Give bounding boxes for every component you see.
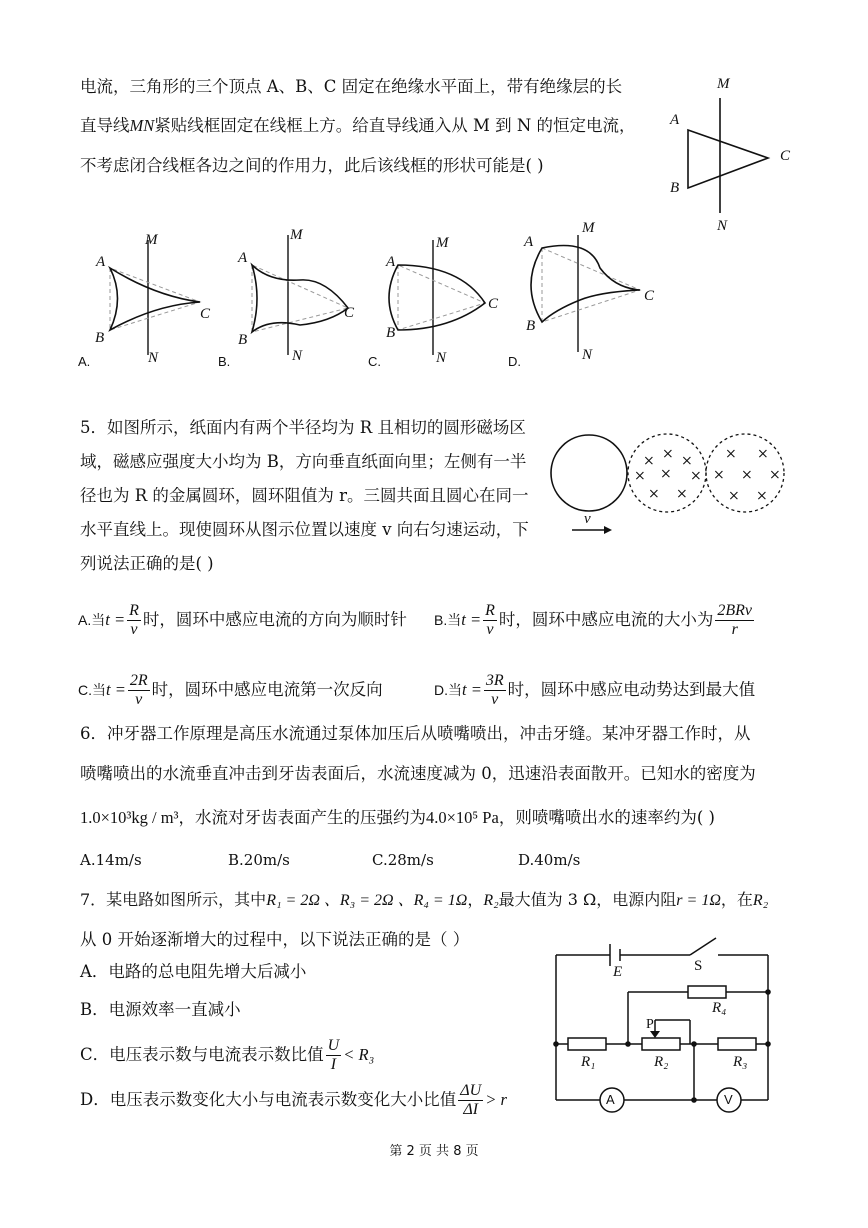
q4a-M: M	[145, 232, 158, 248]
q7-option-c: C．电压表示数与电流表示数比值 $\frac{U}{I}$ < R₃	[80, 1037, 375, 1073]
q7-label-R3: R₃	[733, 1054, 748, 1070]
q5-velocity-label: v	[584, 511, 591, 527]
q5-cross: ×	[741, 467, 753, 483]
q4-option-c: C.	[368, 354, 381, 369]
q4-option-b: B.	[218, 354, 231, 369]
q5-cross: ×	[660, 466, 672, 482]
q4-label-M: M	[717, 76, 730, 92]
q7-line2: 从 0 开始逐渐增大的过程中，以下说法正确的是（ ）	[80, 930, 470, 949]
q4c-N: N	[436, 350, 447, 366]
q4c-M: M	[436, 235, 449, 251]
q6-line1: 6．冲牙器工作原理是高压水流通过泵体加压后从喷嘴喷出，冲击牙缝。某冲牙器工作时，从	[80, 724, 751, 743]
q5-cross: ×	[769, 467, 781, 483]
q7-option-a: A．电路的总电阻先增大后减小	[80, 962, 307, 981]
q6-line3: 1.0×10³kg / m³，水流对牙齿表面产生的压强约为4.0×10⁵ Pa，则喷嘴喷出水的速率约为( )	[80, 808, 715, 827]
q5-line4: 水平直线上。现使圆环从图示位置以速度 v 向右匀速运动，下	[80, 520, 529, 539]
q4-label-C: C	[780, 148, 791, 164]
q4c-B: B	[386, 325, 396, 341]
q6-option-c: C.28m/s	[372, 851, 434, 869]
q4d-B: B	[526, 318, 536, 334]
q5-line3: 径也为 R 的金属圆环，圆环阻值为 r。三圆共面且圆心在同一	[80, 486, 529, 505]
q7-ammeter: A	[606, 1092, 615, 1107]
q4-line2-text-b: 紧贴线框固定在线框上方。给直导线通入从 M 到 N 的恒定电流，	[154, 116, 636, 135]
q4-label-B: B	[670, 180, 680, 196]
q6-line2: 喷嘴喷出的水流垂直冲击到牙齿表面后，水流速度减为 0，迅速沿表面散开。已知水的密度为	[80, 764, 756, 783]
q7-line1: 7．某电路如图所示，其中R₁ = 2Ω 、R₃ = 2Ω 、R₄ = 1Ω，R₂最大值为 3 Ω，电源内阻r = 1Ω，在R₂	[80, 890, 769, 909]
q5-option-d: D.当t = $\frac{3R}{v}$ 时，圆环中感应电动势达到最大值	[434, 672, 756, 708]
q7-option-d: D．电压表示数变化大小与电流表示数变化大小比值 $\frac{\Delta U}{\Delta I}$ > r	[80, 1082, 507, 1118]
q7-label-P: P	[646, 1017, 654, 1032]
q5-cross: ×	[756, 488, 768, 504]
q4-line2-text-a: 直导线	[80, 116, 130, 135]
q5-option-c: C.当t = $\frac{2R}{v}$ 时，圆环中感应电流第一次反向	[78, 672, 383, 708]
q5-line2: 域，磁感应强度大小均为 B，方向垂直纸面向里；左侧有一半	[80, 452, 527, 471]
q5-cross: ×	[725, 446, 737, 462]
q4-option-a: A.	[78, 354, 91, 369]
q7-label-R4: R₄	[712, 1000, 727, 1016]
q7-label-S: S	[694, 958, 703, 974]
q4b-C: C	[344, 305, 355, 321]
q5-cross: ×	[676, 486, 688, 502]
q7-label-R2: R₂	[654, 1054, 669, 1070]
q4d-C: C	[644, 288, 655, 304]
q5-option-a: A.当t = $\frac{R}{v}$ 时，圆环中感应电流的方向为顺时针	[78, 602, 407, 638]
q5-cross: ×	[681, 453, 693, 469]
q4-option-d: D.	[508, 354, 521, 369]
q7-option-b: B．电源效率一直减小	[80, 1000, 241, 1019]
q4d-N: N	[582, 347, 593, 363]
page-footer: 第 2 页 共 8 页	[389, 1144, 479, 1159]
q6-option-d: D.40m/s	[518, 851, 581, 869]
q4b-M: M	[290, 227, 303, 243]
q4-line1: 电流，三角形的三个顶点 A、B、C 固定在绝缘水平面上，带有绝缘层的长	[80, 77, 623, 96]
q4a-B: B	[95, 330, 105, 346]
q4b-N: N	[292, 348, 303, 364]
q4c-C: C	[488, 296, 499, 312]
q4d-M: M	[582, 220, 595, 236]
q5-cross: ×	[643, 453, 655, 469]
q6-option-b: B.20m/s	[228, 851, 290, 869]
q4-line3: 不考虑闭合线框各边之间的作用力，此后该线框的形状可能是( )	[80, 156, 544, 175]
q4b-B: B	[238, 332, 248, 348]
q4a-C: C	[200, 306, 211, 322]
q4-label-A: A	[670, 112, 680, 128]
q5-cross: ×	[690, 468, 702, 484]
q5-cross: ×	[662, 446, 674, 462]
q4c-A: A	[386, 254, 396, 270]
q5-cross: ×	[728, 488, 740, 504]
q6-option-a: A.14m/s	[80, 851, 142, 869]
q5-cross: ×	[648, 486, 660, 502]
q4-label-N: N	[717, 218, 728, 234]
q5-cross: ×	[634, 468, 646, 484]
q4d-A: A	[524, 234, 534, 250]
q7-label-E: E	[613, 964, 623, 980]
q5-cross: ×	[713, 467, 725, 483]
q5-cross: ×	[757, 446, 769, 462]
q5-line5: 列说法正确的是( )	[80, 554, 214, 573]
q7-voltmeter: V	[724, 1092, 733, 1107]
q5-option-b: B.当t = $\frac{R}{v}$ 时，圆环中感应电流的大小为 $\frac{\text{2BRv}}{r}$	[434, 602, 753, 638]
q7-label-R1: R₁	[581, 1054, 596, 1070]
q4a-A: A	[96, 254, 106, 270]
q4b-A: A	[238, 250, 248, 266]
q4-mn-symbol: MN	[129, 116, 155, 135]
q4a-N: N	[148, 350, 159, 366]
q5-line1: 5．如图所示，纸面内有两个半径均为 R 且相切的圆形磁场区	[80, 418, 526, 437]
